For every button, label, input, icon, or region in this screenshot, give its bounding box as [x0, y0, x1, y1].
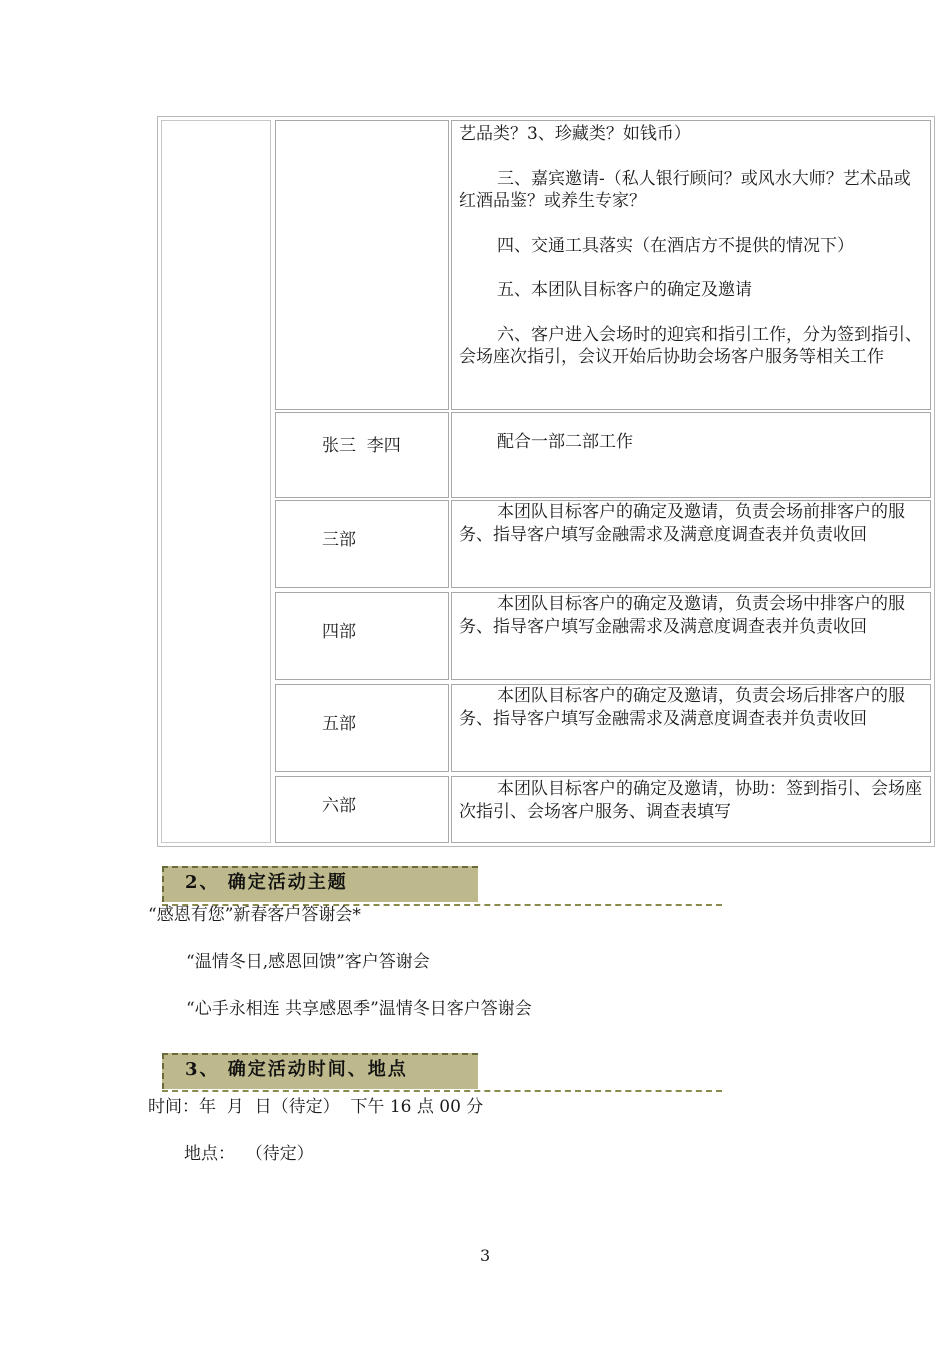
table-row-content — [451, 684, 931, 772]
table-row-content — [451, 412, 931, 498]
first-row-paragraph: 三、嘉宾邀请-（私人银行顾问？或风水大师？艺术品或红酒品鉴？或养生专家？ — [459, 168, 911, 211]
table-row — [275, 684, 449, 772]
section-2-heading: 2、 确定活动主题 — [185, 872, 348, 893]
table-left-column — [161, 120, 271, 843]
row-label: 四部 — [322, 622, 356, 642]
table-row-content — [451, 592, 931, 680]
row-label: 六部 — [322, 796, 356, 816]
table-row-content — [451, 120, 931, 410]
theme-line: “心手永相连 共享感恩季”温情冬日客户答谢会 — [186, 999, 532, 1019]
time-line: 时间：年 月 日（待定） 下午 16 点 00 分 — [148, 1097, 484, 1117]
row-label: 张三 李四 — [322, 436, 401, 456]
table-row — [275, 412, 449, 498]
table-row — [275, 776, 449, 843]
table-row — [275, 500, 449, 588]
theme-line: “感恩有您”新春客户答谢会* — [148, 905, 361, 925]
row-content: 本团队目标客户的确定及邀请，协助：签到指引、会场座次指引、会场客户服务、调查表填写 — [459, 779, 922, 822]
row-label: 三部 — [322, 530, 356, 550]
table-row — [275, 592, 449, 680]
section-3-heading: 3、 确定活动时间、地点 — [185, 1059, 408, 1080]
row-content: 配合一部二部工作 — [497, 432, 633, 452]
first-row-paragraph: 艺品类？3、珍藏类？如钱币） — [459, 124, 691, 144]
assignment-table — [157, 116, 935, 847]
row-content: 本团队目标客户的确定及邀请，负责会场前排客户的服务、指导客户填写金融需求及满意度调查表并负责收回 — [459, 502, 905, 545]
first-row-paragraph: 六、客户进入会场时的迎宾和指引工作，分为签到指引、会场座次指引，会议开始后协助会场客户服务等相关工作 — [459, 324, 922, 367]
table-row-content — [451, 776, 931, 843]
first-row-paragraph: 四、交通工具落实（在酒店方不提供的情况下） — [497, 235, 854, 256]
table-row-content — [451, 500, 931, 588]
theme-line: “温情冬日,感恩回馈”客户答谢会 — [186, 952, 430, 972]
row-content: 本团队目标客户的确定及邀请，负责会场后排客户的服务、指导客户填写金融需求及满意度调查表并负责收回 — [459, 686, 905, 729]
first-row-paragraph: 五、本团队目标客户的确定及邀请 — [497, 280, 752, 300]
row-label: 五部 — [322, 714, 356, 734]
place-line: 地点： （待定） — [184, 1144, 314, 1164]
table-row — [275, 120, 449, 410]
page-number: 3 — [480, 1246, 491, 1265]
row-content: 本团队目标客户的确定及邀请，负责会场中排客户的服务、指导客户填写金融需求及满意度调查表并负责收回 — [459, 594, 905, 637]
